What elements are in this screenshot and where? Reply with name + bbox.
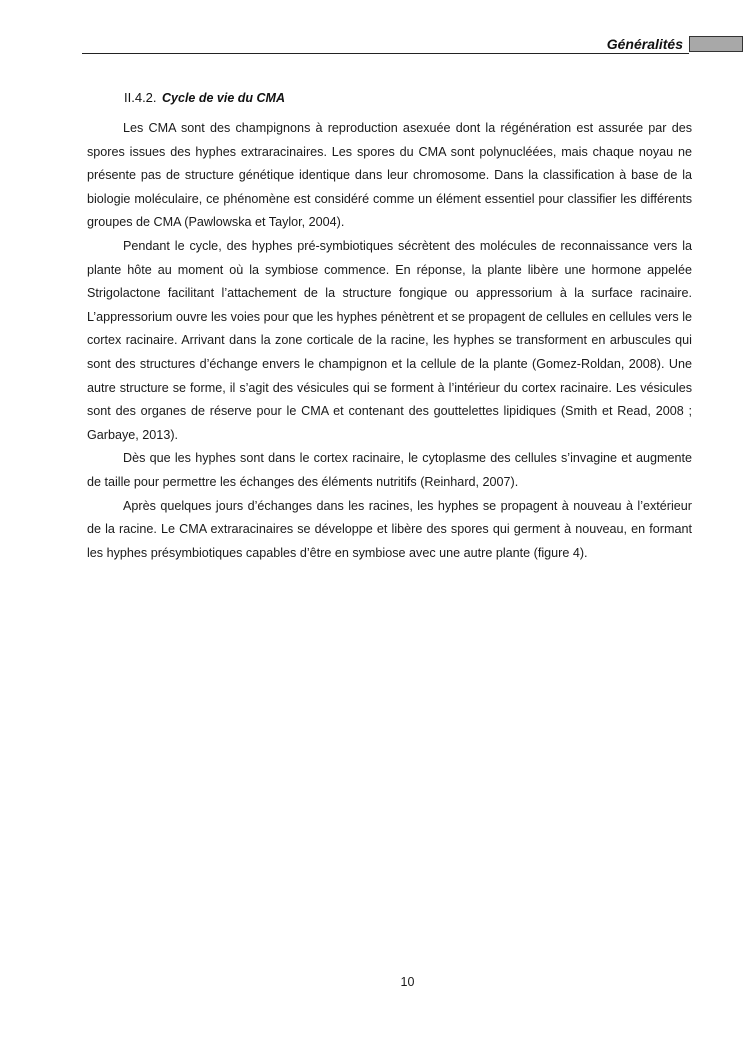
page-number: 10 [400,975,415,989]
section-title: Cycle de vie du CMA [162,91,285,105]
paragraph-2: Pendant le cycle, des hyphes pré-symbiotiques sécrètent des molécules de reconnaissance vers la plante hôte au moment où la symbiose commence. En réponse, la plante libère une hormone appelée Strigolactone facilitant l’attachement de la structure fongique ou appressorium à la surface racinaire. L’appressorium ouvre les voies pour que les hyphes pénètrent et se propagent de cellules en cellules vers le cortex racinaire. Arrivant dans la zone corticale de la racine, les hyphes se transforment en arbuscules qui sont des structures d’échange envers le champignon et la cellule de la plante (Gomez-Roldan, 2008). Une autre structure se forme, il s’agit des vésicules qui se forment à l’intérieur du cortex racinaire. Les vésicules sont des organes de réserve pour le CMA et contenant des gouttelettes lipidiques (Smith et Read, 2008 ; Garbaye, 2013). [87,238,692,442]
header-rule [82,53,689,54]
paragraph-1: Les CMA sont des champignons à reproduction asexuée dont la régénération est assurée par des spores issues des hyphes extraracinaires. Les spores du CMA sont polynucléées, mais chaque noyau ne présente pas de structure génétique identique dans leur chromosome. Dans la classification à base de la biologie moléculaire, ce phénomène est considéré comme un élément essentiel pour classifier les différents groupes de CMA (Pawlowska et Taylor, 2004). [87,121,692,230]
section-number: II.4.2. [124,90,157,105]
header-gray-box [689,36,743,52]
page-header [0,34,745,56]
paragraph-3: Dès que les hyphes sont dans le cortex racinaire, le cytoplasme des cellules s’invagine et augmente de taille pour permettre les échanges des éléments nutritifs (Reinhard, 2007). [87,451,692,489]
paragraph-4: Après quelques jours d’échanges dans les racines, les hyphes se propagent à nouveau à l’extérieur de la racine. Le CMA extraracinaires se développe et libère des spores qui germent à nouveau, en formant les hyphes présymbiotiques capables d’être en symbiose avec une autre plante (figure 4). [87,498,692,560]
header-title: Généralités [606,36,683,52]
body-text [87,117,692,565]
section-heading [124,90,285,105]
